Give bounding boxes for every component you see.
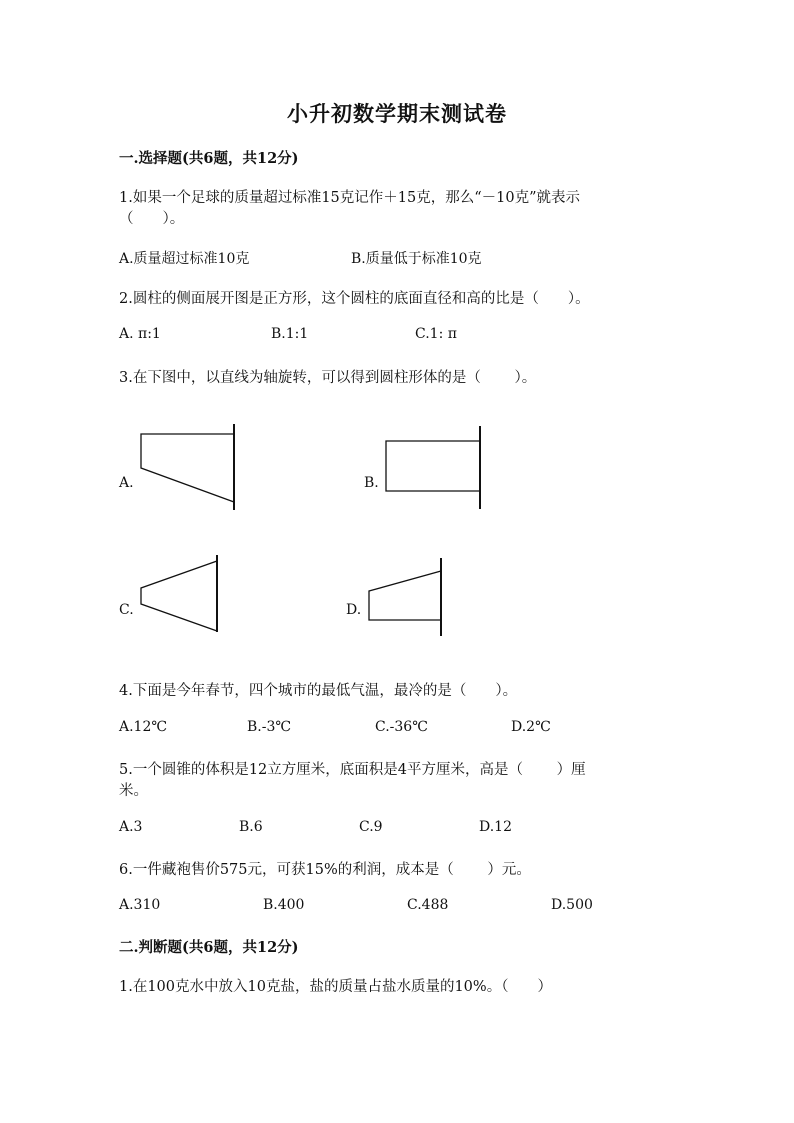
page-title: 小升初数学期末测试卷: [287, 101, 507, 126]
question-1-line-2: （ ）。: [119, 211, 185, 227]
question-5-option-d[interactable]: D.12: [479, 819, 512, 835]
question-5-option-c[interactable]: C.9: [359, 819, 383, 835]
question-6-option-d[interactable]: D.500: [551, 897, 593, 913]
figure-a-shape: [141, 424, 234, 510]
judge-question-1-text: 1.在100克水中放入10克盐，盐的质量占盐水质量的10%。（ ）: [119, 979, 552, 995]
question-2-option-a[interactable]: A. π:1: [119, 326, 161, 342]
question-3-option-a[interactable]: A.: [119, 475, 134, 491]
question-6-option-a[interactable]: A.310: [119, 897, 161, 913]
question-4-option-c[interactable]: C.-36℃: [375, 719, 428, 735]
question-5-line-1: 5.一个圆锥的体积是12立方厘米，底面积是4平方厘米，高是（ ）厘: [119, 762, 586, 778]
question-4-text: 4.下面是今年春节，四个城市的最低气温，最冷的是（ ）。: [119, 683, 518, 699]
figure-c-shape: [141, 555, 217, 632]
question-2-text: 2.圆柱的侧面展开图是正方形，这个圆柱的底面直径和高的比是（ ）。: [119, 291, 590, 307]
question-3-option-c[interactable]: C.: [119, 602, 134, 618]
figure-b-shape: [386, 426, 480, 509]
question-1-option-b[interactable]: B.质量低于标准10克: [351, 251, 482, 267]
section-heading-judge: 二.判断题(共6题，共12分): [119, 939, 299, 956]
question-1-option-a[interactable]: A.质量超过标准10克: [119, 251, 250, 267]
question-5-option-b[interactable]: B.6: [239, 819, 263, 835]
question-4-option-a[interactable]: A.12℃: [119, 719, 168, 735]
question-3-option-b[interactable]: B.: [364, 475, 379, 491]
question-3-text: 3.在下图中，以直线为轴旋转，可以得到圆柱形体的是（ ）。: [119, 370, 537, 386]
question-5-option-a[interactable]: A.3: [119, 819, 143, 835]
section-heading-choice: 一.选择题(共6题，共12分): [119, 150, 299, 167]
question-5-line-2: 米。: [119, 783, 148, 799]
question-3-option-d[interactable]: D.: [346, 602, 362, 618]
question-4-option-d[interactable]: D.2℃: [511, 719, 551, 735]
question-1-line-1: 1.如果一个足球的质量超过标准15克记作＋15克，那么“－10克”就表示: [119, 190, 581, 206]
question-2-option-b[interactable]: B.1:1: [271, 326, 309, 342]
question-6-option-b[interactable]: B.400: [263, 897, 305, 913]
question-6-option-c[interactable]: C.488: [407, 897, 449, 913]
question-2-option-c[interactable]: C.1: π: [415, 326, 457, 342]
question-4-option-b[interactable]: B.-3℃: [247, 719, 292, 735]
figure-d-shape: [369, 558, 441, 636]
question-6-text: 6.一件藏袍售价575元，可获15%的利润，成本是（ ）元。: [119, 862, 531, 878]
